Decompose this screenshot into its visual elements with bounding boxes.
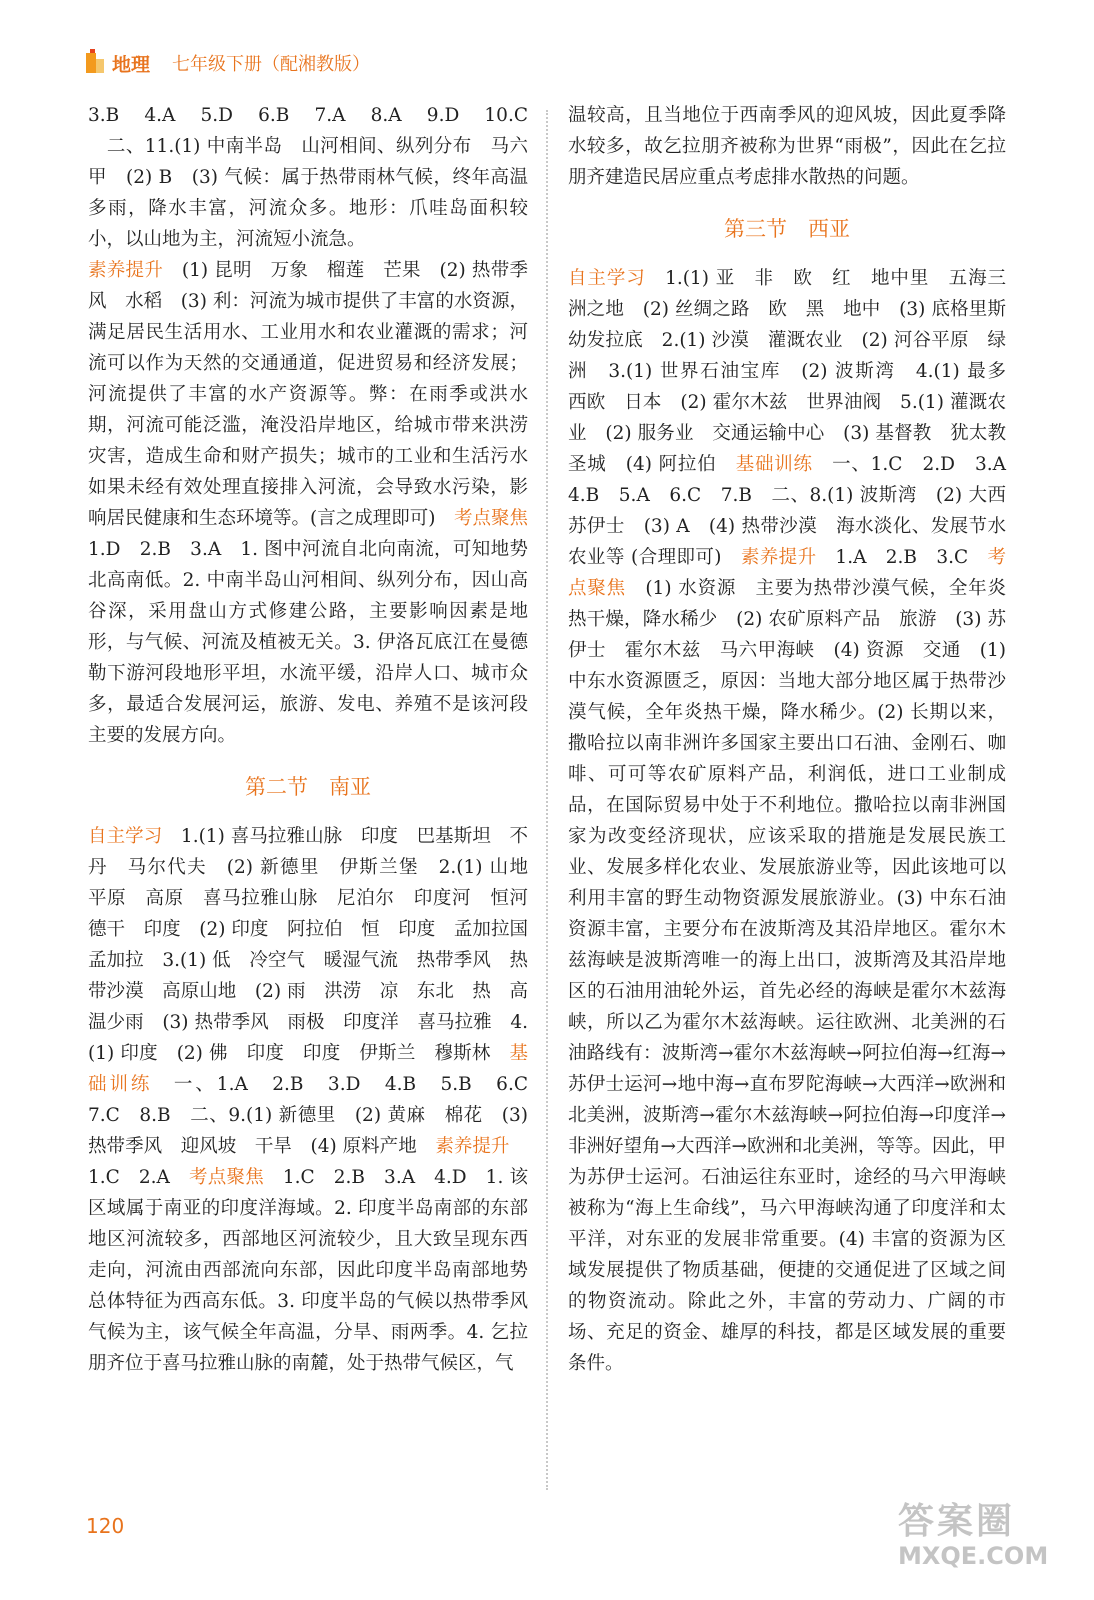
label-kaodian: 考点聚焦 [188,1167,265,1188]
label-suyang: 素养提升 [88,260,164,281]
answer-paragraph: 自主学习 1.(1) 亚 非 欧 红 地中里 五海三洲之地 (2) 丝绸之路 欧 黑 地中 (3) 底格里斯 幼发拉底 2.(1) 沙漠 灌溉农业 (2) 河谷平原 绿洲 3.(1) 世界石油宝库 (2) 波斯湾 4.(1) 最多 西欧 日本 (2) 霍尔木兹 世界油阀 5.(1) 灌溉农业 (2) 服务业 交通运输中心 (3) 基督教 犹太教 圣城 (4) 阿拉伯 基础训练 一、1.C 2.D 3.A 4.B 5.A 6.C 7.B 二、8.(1) 波斯湾 (2) 大西 苏伊士 (3) A (4) 热带沙漠 海水淡化、发展节水农业等 (合理即可) 素养提升 1.A 2.B 3.C 考点聚焦 (1) 水资源 主要为热带沙漠气候，全年炎热干燥，降水稀少 (2) 农矿原料产品 旅游 (3) 苏伊士 霍尔木兹 马六甲海峡 (4) 资源 交通 (1) 中东水资源匮乏，原因：当地大部分地区属于热带沙漠气候，全年炎热干燥，降水稀少。(2) 长期以来，撒哈拉以南非洲许多国家主要出口石油、金刚石、咖啡、可可等农矿原料产品，利润低，进口工业制成品，在国际贸易中处于不利地位。撒哈拉以南非洲国家为改变经济现状，应该采取的措施是发展民族工业、发展多样化农业、发展旅游业等，因此该地可以利用丰富的野生动物资源发展旅游业。(3) 中东石油资源丰富，主要分布在波斯湾及其沿岸地区。霍尔木兹海峡是波斯湾唯一的海上出口，波斯湾及其沿岸地区的石油用油轮外运，首先必经的海峡是霍尔木兹海峡，所以乙为霍尔木兹海峡。运往欧洲、北美洲的石油路线有：波斯湾→霍尔木兹海峡→阿拉伯海→红海→苏伊士运河→地中海→直布罗陀海峡→大西洋→欧洲和北美洲，波斯湾→霍尔木兹海峡→阿拉伯海→印度洋→非洲好望角→大西洋→欧洲和北美洲，等等。因此，甲为苏伊士运河。石油运往东亚时，途经的马六甲海峡被称为“海上生命线”，马六甲海峡沟通了印度洋和太平洋，对东亚的发展非常重要。(4) 丰富的资源为区域发展提供了物质基础，便捷的交通促进了区域之间的物资流动。除此之外，丰富的劳动力、广阔的市场、充足的资金、雄厚的科技，都是区域发展的重要条件。 [568,268,1025,1374]
label-kaodian: 考点聚焦 [568,547,1006,599]
label-zizhu: 自主学习 [88,826,163,847]
left-column [88,100,547,1379]
answer-paragraph: 温较高，且当地位于西南季风的迎风坡，因此夏季降水较多，故乞拉朋齐被称为世界“雨极”，因此在乞拉朋齐建造民居应重点考虑排水散热的问题。 [568,105,1006,188]
label-suyang: 素养提升 [740,547,817,568]
label-zizhu: 自主学习 [568,268,646,289]
answer-paragraph: 3.B 4.A 5.D 6.B 7.A 8.A 9.D 10.C 二、11.(1) 中南半岛 山河相间、纵列分布 马六甲 (2) B (3) 气候：属于热带雨林气候，终年高温多雨，降水丰富，河流众多。地形：爪哇岛面积较小，以山地为主，河流短小流急。 [88,105,528,250]
watermark-logo: 答案圈 MXQE.COM [898,1501,1049,1570]
answer-paragraph: 素养提升 (1) 昆明 万象 榴莲 芒果 (2) 热带季风 水稻 (3) 利：河流为城市提供了丰富的水资源，满足居民生活用水、工业用水和农业灌溉的需求；河流可以作为天然的交通通道，促进贸易和经济发展；河流提供了丰富的水产资源等。弊：在雨季或洪水期，河流可能泛滥，淹没沿岸地区，给城市带来洪涝灾害，造成生命和财产损失；城市的工业和生活污水如果未经有效处理直接排入河流，会导致水污染，影响居民健康和生态环境等。(言之成理即可) 考点聚焦 1.D 2.B 3.A 1. 图中河流自北向南流，可知地势北高南低。2. 中南半岛山河相间、纵列分布，因山高谷深，采用盘山方式修建公路，主要影响因素是地形，与气候、河流及植被无关。3. 伊洛瓦底江在曼德勒下游河段地形平坦，水流平缓，沿岸人口、城市众多，最适合发展河运，旅游、发电、养殖不是该河段主要的发展方向。 [88,260,547,746]
book-title: 七年级下册（配湘教版） [172,54,371,75]
label-suyang: 素养提升 [435,1136,510,1157]
page-header [86,48,370,78]
label-kaodian: 考点聚焦 [453,508,528,529]
page-number: 120 [86,1514,125,1538]
book-logo-icon [86,53,106,73]
label-jichu: 基础训练 [88,1043,528,1095]
column-divider [546,110,548,1490]
right-column [568,100,1025,1379]
section-title: 第三节 西亚 [724,217,850,241]
subject-title: 地理 [112,53,151,76]
section-title: 第二节 南亚 [245,775,371,799]
label-jichu: 基础训练 [735,454,813,475]
answer-paragraph: 自主学习 1.(1) 喜马拉雅山脉 印度 巴基斯坦 不丹 马尔代夫 (2) 新德里 伊斯兰堡 2.(1) 山地 平原 高原 喜马拉雅山脉 尼泊尔 印度河 恒河 德干 印度 (2) 印度 阿拉伯 恒 印度 孟加拉国 孟加拉 3.(1) 低 冷空气 暖湿气流 热带季风 热带沙漠 高原山地 (2) 雨 洪涝 凉 东北 热 高温少雨 (3) 热带季风 雨极 印度洋 喜马拉雅 4.(1) 印度 (2) 佛 印度 印度 伊斯兰 穆斯林 基础训练 一、1.A 2.B 3.D 4.B 5.B 6.C 7.C 8.B 二、9.(1) 新德里 (2) 黄麻 棉花 (3) 热带季风 迎风坡 干旱 (4) 原料产地 素养提升 1.C 2.A 考点聚焦 1.C 2.B 3.A 4.D 1. 该区域属于南亚的印度洋海域。2. 印度半岛南部的东部地区河流较多，西部地区河流较少，且大致呈现东西走向，河流由西部流向东部，因此印度半岛南部地势总体特征为西高东低。3. 印度半岛的气候以热带季风气候为主，该气候全年高温，分旱、雨两季。4. 乞拉朋齐位于喜马拉雅山脉的南麓，处于热带气候区，气 [88,826,547,1374]
